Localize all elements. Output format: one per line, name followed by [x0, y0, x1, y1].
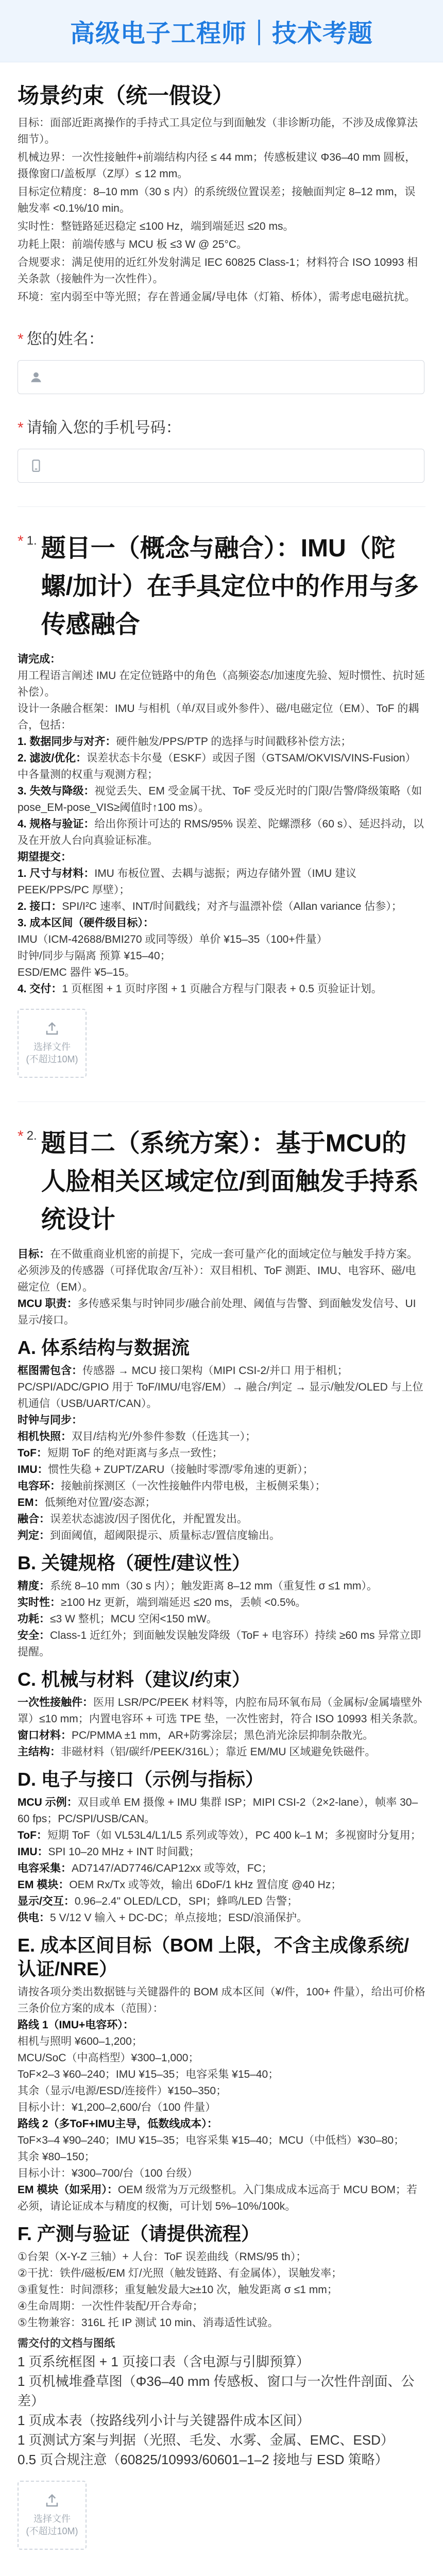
line-label: EM：	[18, 1497, 45, 1509]
intro-section	[18, 79, 425, 306]
question-2	[18, 1125, 425, 2550]
line-label: 判定：	[18, 1530, 50, 1541]
text-line	[18, 1478, 425, 1495]
text-line	[18, 651, 425, 668]
line-label: 功耗上限：	[18, 239, 72, 250]
text-line	[18, 1429, 425, 1445]
upload-icon	[44, 1021, 60, 1037]
line-text: SPI/I²C 速率、INT/时间戳线；对齐与温漂补偿（Allan variance 估参）；	[62, 901, 402, 912]
line-text: 惯性失稳 + ZUPT/ZARU（接触时零漂/零角速的更新）；	[48, 1464, 314, 1476]
upload-label: 选择文件	[33, 2514, 71, 2524]
line-label: 目标：	[18, 117, 50, 129]
text-line	[18, 184, 425, 217]
line-text: 目标小计：¥300–700/台（100 台级）	[18, 2167, 198, 2179]
question-body	[18, 1246, 425, 2469]
required-star: *	[18, 1128, 24, 1145]
text-line	[18, 2298, 425, 2315]
line-text: 时钟/同步与隔离 预算 ¥15–40；	[18, 950, 171, 962]
line-label: 环境：	[18, 291, 50, 303]
line-text: 8–10 mm（30 s 内）的系统级位置误差；接触面判定 8–12 mm，误触发率 <0.1%/10 min。	[18, 186, 416, 214]
line-text: 相机与照明 ¥600–1,200；	[18, 2036, 143, 2047]
text-line	[18, 1578, 425, 1595]
line-label: 期望提交：	[18, 851, 72, 863]
text-line	[18, 1844, 425, 1860]
line-label: 窗口材料：	[18, 1730, 72, 1741]
line-label: EM 模块：	[18, 1879, 70, 1891]
text-line	[18, 115, 425, 148]
text-line	[18, 849, 425, 866]
text-line	[18, 2165, 425, 2182]
phone-icon	[29, 459, 43, 472]
question-body	[18, 651, 425, 997]
line-text: 到面阈值，超阈限提示、质量标志/置信度输出。	[50, 1530, 280, 1541]
line-label: 请完成：	[18, 653, 61, 665]
line-label: EM 模块（如采用）：	[18, 2184, 118, 2196]
text-line	[18, 1595, 425, 1611]
line-label: 2. 滤波/优化：	[18, 752, 87, 764]
text-line	[18, 236, 425, 253]
line-text: 室内弱至中等光照；存在普通金属/导电体（灯箱、桥体），需考虑电磁抗扰。	[50, 291, 416, 303]
line-text: 低频绝对位置/姿态源；	[44, 1497, 156, 1509]
text-line	[18, 1727, 425, 1744]
line-label: 框图需包含：	[18, 1365, 82, 1377]
question-title: 题目二（系统方案）：基于MCU的人脸相关区域定位/到面触发手持系统设计	[41, 1130, 419, 1233]
line-label: 2. 接口：	[18, 901, 62, 912]
text-line	[18, 2116, 425, 2132]
section-heading: F. 产测与验证（请提供流程）	[18, 2223, 260, 2244]
text-line	[18, 915, 425, 931]
line-text: 短期 ToF（如 VL53L4/L1/L5 系列或等效），PC 400 k–1 M；多视窗时分复用；	[47, 1829, 421, 1841]
line-text: 其余（显示/电源/ESD/连接件）¥150–350；	[18, 2085, 227, 2097]
line-text: 前端传感与 MCU 板 ≤3 W @ 25°C。	[72, 239, 248, 250]
question-name	[18, 326, 425, 394]
text-line	[18, 1462, 425, 1478]
line-label: 供电：	[18, 1912, 50, 1924]
question-1	[18, 530, 425, 1078]
line-label: 融合：	[18, 1513, 50, 1525]
text-line	[18, 981, 425, 997]
line-text: 其余 ¥80–150；	[18, 2151, 95, 2163]
text-line	[18, 2282, 425, 2298]
line-label: 电容采集：	[18, 1862, 72, 1874]
line-label: 目标：	[18, 1248, 50, 1260]
line-text: ②干扰：铁件/磁板/EM 灯/光照（触发链路、有金属体），误触发率；	[18, 2267, 343, 2279]
upload-hint: (不超过10M)	[26, 2526, 78, 2536]
line-text: 在不做重商业机密的前提下，完成一套可量产化的面域定位与触发手持方案。	[50, 1248, 418, 1260]
deliverable-item: 1 页成本表（按路线列小计与关键器件成本区间）	[18, 2413, 310, 2428]
file-upload-button[interactable]	[18, 2481, 87, 2550]
text-line	[18, 2315, 425, 2331]
upload-label: 选择文件	[33, 1042, 71, 1052]
line-text: ③重复性：时间漂移；重复触发最大≥±10 次，触发距离 σ ≤1 mm；	[18, 2284, 338, 2296]
line-text: 误差状态卡尔曼（ESKF）或因子图（GTSAM/OKVIS/VINS-Fusion）中各量测的权重与观测方程；	[18, 752, 416, 781]
question-label: 您的姓名：	[26, 331, 104, 348]
text-line	[18, 701, 425, 734]
line-text: Class-1 近红外；到面触发误触发降级（ToF + 电容环）持续 ≥60 ms 异常立即提醒。	[18, 1630, 421, 1658]
text-line	[18, 289, 425, 306]
line-text: AD7147/AD7746/CAP12xx 或等效，FC；	[72, 1862, 272, 1874]
text-line	[18, 2132, 425, 2149]
text-line	[18, 1893, 425, 1910]
text-line	[18, 2149, 425, 2165]
line-text: 非磁材料（铝/碳纤/PEEK/316L）；靠近 EM/MU 区域避免铁磁件。	[61, 1746, 376, 1758]
line-text: OEM 级常为万元级整机。入门集成成本远高于 MCU BOM；若必须，请论证成本与精度的权衡，可计划 5%–10%/100k。	[18, 2184, 417, 2212]
line-label: 相机快照：	[18, 1431, 72, 1443]
line-label: 功耗：	[18, 1613, 50, 1625]
page-title: 高级电子工程师｜技术考题	[70, 20, 373, 47]
text-line	[18, 1246, 425, 1263]
line-label: 1. 尺寸与材料：	[18, 868, 95, 879]
section-heading: E. 成本区间目标（BOM 上限，不含主成像系统/认证/NRE）	[18, 1935, 410, 1979]
text-line	[18, 149, 425, 182]
deliverable-item: 1 页测试方案与判据（光照、毛发、水雾、金属、EMC、ESD）	[18, 2432, 394, 2448]
text-line	[18, 1611, 425, 1628]
line-label: 4. 交付：	[18, 983, 62, 995]
intro-title: 场景约束（统一假设）	[18, 83, 234, 108]
phone-input[interactable]	[18, 449, 424, 483]
text-line	[18, 816, 425, 849]
line-text: 短期 ToF 的绝对距离与多点一致性；	[47, 1447, 223, 1459]
line-text: ≤3 W 整机；MCU 空闲<150 mW。	[50, 1613, 217, 1625]
text-line	[18, 1363, 425, 1412]
text-line	[18, 2083, 425, 2099]
line-label: 4. 规格与验证：	[18, 818, 95, 830]
text-line	[18, 1412, 425, 1429]
line-label: 一次性接触件：	[18, 1697, 93, 1708]
line-text: 传感器 → MCU 接口架构（MIPI CSI-2/并口 用于相机；PC/SPI/ADC/GPIO 用于 ToF/IMU/电容/EM）→ 融合/判定 → 显示/触发/OLED 与上位机通信（USB/UART/CAN）。	[18, 1365, 423, 1410]
deliverable-item: 1 页系统框图 + 1 页接口表（含电源与引脚预算）	[18, 2354, 310, 2369]
question-title: 题目一（概念与融合）：IMU（陀螺/加计）在手具定位中的作用与多传感融合	[41, 535, 419, 638]
line-label: MCU 示例：	[18, 1797, 78, 1808]
line-label: 实时性：	[18, 1597, 61, 1608]
text-line	[18, 866, 425, 899]
line-label: 合规要求：	[18, 257, 72, 268]
section-heading: A. 体系结构与数据流	[18, 1337, 190, 1358]
text-line	[18, 2050, 425, 2066]
text-line	[18, 2017, 425, 2033]
line-text: 满足使用的近红外发射满足 IEC 60825 Class-1；材料符合 ISO 10993 相关条款（接触件为一次性件）。	[18, 257, 418, 285]
line-label: ToF：	[18, 1447, 47, 1459]
text-line	[18, 2182, 425, 2215]
text-line	[18, 1910, 425, 1926]
line-text: 系统 8–10 mm（30 s 内）；触发距离 8–12 mm（重复性 σ ≤1 mm）。	[50, 1580, 378, 1592]
line-text: 1 页框图 + 1 页时序图 + 1 页融合方程与门限表 + 0.5 页验证计划。	[62, 983, 382, 995]
line-label: 路线 2（多ToF+IMU主导，低数线成本）：	[18, 2118, 218, 2130]
line-text: ESD/EMC 器件 ¥5–15。	[18, 967, 135, 978]
upload-icon	[44, 2493, 60, 2509]
question-number: 1.	[26, 534, 37, 548]
text-line	[18, 1694, 425, 1727]
line-text: 目标小计：¥1,200–2,600/台（100 件量）	[18, 2102, 216, 2113]
required-star: *	[18, 419, 24, 436]
deliverable-item: 0.5 页合规注意（60825/10993/60601–1–2 接地与 ESD 策略）	[18, 2452, 388, 2467]
text-line	[18, 931, 425, 948]
line-text: PC/PMMA ±1 mm，AR+防雾涂层；黑色消光涂层抑制杂散光。	[72, 1730, 374, 1741]
line-text: 多传感采集与时钟同步/融合前处理、阈值与告警、到面触发发信号、UI 显示/接口。	[18, 1298, 416, 1326]
line-text: ToF×3–4 ¥90–240；IMU ¥15–35；电容采集 ¥15–40；MCU（中低档）¥30–80；	[18, 2134, 405, 2146]
line-text: ①台架（X-Y-Z 三轴）+ 人台：ToF 误差曲线（RMS/95 th）；	[18, 2251, 307, 2263]
text-line	[18, 1511, 425, 1528]
name-input[interactable]	[18, 360, 424, 394]
line-text: 面部近距离操作的手持式工具定位与到面触发（非诊断功能，不涉及成像算法细节）。	[18, 117, 418, 145]
line-label: 主结构：	[18, 1746, 61, 1758]
user-icon	[29, 370, 43, 384]
text-line	[18, 2066, 425, 2083]
section-heading: C. 机械与材料（建议/约束）	[18, 1669, 251, 1690]
line-text: 一次性接触件+前端结构内径 ≤ 44 mm；传感板建议 Φ36–40 mm 圆板，摄像窗口/盖板厚（Z厚）≤ 12 mm。	[18, 151, 416, 180]
line-text: 5 V/12 V 输入 + DC-DC；单点接地；ESD/浪涌保护。	[50, 1912, 308, 1924]
line-label: 目标定位精度：	[18, 186, 93, 198]
section-heading: D. 电子与接口（示例与指标）	[18, 1769, 264, 1790]
header	[0, 0, 443, 62]
text-line	[18, 255, 425, 287]
line-text: 给出你预计可达的 RMS/95% 误差、陀螺漂移（60 s）、延迟抖动，以及在开放人台向真验证标准。	[18, 818, 424, 846]
text-line	[18, 1860, 425, 1877]
line-text: 用工程语言阐述 IMU 在定位链路中的角色（高频姿态/加速度先验、短时惯性、抗时延补偿）。	[18, 670, 425, 698]
line-text: ToF×2–3 ¥60–240；IMU ¥15–35；电容采集 ¥15–40；	[18, 2069, 279, 2080]
text-line	[18, 668, 425, 701]
line-label: 显示/交互：	[18, 1895, 75, 1907]
line-text: IMU 布板位置、去耦与滤振；两边存储外置（IMU 建议 PEEK/PPS/PC 厚壁）；	[18, 868, 357, 896]
line-text: ⑤生物兼容：316L 托 IP 测试 10 min、消毒适性试验。	[18, 2317, 279, 2329]
line-text: SPI 10–20 MHz + INT 时间戳；	[48, 1846, 200, 1858]
question-phone	[18, 415, 425, 483]
line-label: 时钟与同步：	[18, 1414, 82, 1426]
required-star: *	[18, 331, 24, 348]
line-label: ToF：	[18, 1829, 47, 1841]
line-label: 路线 1（IMU+电容环）：	[18, 2019, 134, 2031]
line-text: 设计一条融合框架：IMU 与相机（单/双目或外参件）、磁/电磁定位（EM）、ToF 的耦合，包括：	[18, 703, 419, 731]
line-label: 3. 失效与降级：	[18, 785, 95, 797]
line-label: 1. 数据同步与对齐：	[18, 736, 116, 748]
text-line	[18, 948, 425, 964]
text-line	[18, 2099, 425, 2116]
line-label: MCU 职责：	[18, 1298, 78, 1310]
line-text: 误差状态滤波/因子图优化，并配置发出。	[50, 1513, 248, 1525]
line-label: 机械边界：	[18, 151, 72, 163]
line-label: 电容环：	[18, 1480, 61, 1492]
line-text: 医用 LSR/PC/PEEK 材料等，内腔布局环氧布局（金属标/金属墙壁外罩）≤10 mm；内置电容环 + 可选 TPE 垫，一次性密封，符合 ISO 10993 相关条款。	[18, 1697, 424, 1725]
line-label: 安全：	[18, 1630, 50, 1641]
text-line	[18, 1827, 425, 1844]
text-line	[18, 1495, 425, 1511]
divider	[18, 506, 425, 507]
line-text: 硬件触发/PPS/PTP 的选择与时间戳移补偿方法；	[116, 736, 352, 748]
text-line	[18, 899, 425, 915]
question-label: 请输入您的手机号码：	[26, 419, 181, 436]
section-heading: B. 关键规格（硬性/建议性）	[18, 1552, 251, 1573]
line-text: 必须涉及的传感器（可择优取舍/互补）：双目相机、ToF 测距、IMU、电容环、磁/电磁定位（EM）。	[18, 1265, 416, 1293]
upload-hint: (不超过10M)	[26, 1054, 78, 1064]
text-line	[18, 1628, 425, 1660]
text-line	[18, 2265, 425, 2282]
text-line	[18, 1445, 425, 1462]
line-label: IMU：	[18, 1846, 48, 1858]
text-line	[18, 734, 425, 750]
text-line	[18, 1528, 425, 1544]
file-upload-button[interactable]	[18, 1009, 87, 1078]
question-number: 2.	[26, 1129, 37, 1143]
text-line	[18, 1794, 425, 1827]
text-line	[18, 2249, 425, 2265]
text-line	[18, 783, 425, 816]
line-label: 精度：	[18, 1580, 50, 1592]
intro-paragraphs	[18, 115, 425, 306]
survey-content	[0, 62, 443, 2576]
deliverable-item: 1 页机械堆叠草图（Φ36–40 mm 传感板、窗口与一次性件剖面、公差）	[18, 2374, 415, 2409]
text-line	[18, 1296, 425, 1329]
text-line	[18, 2033, 425, 2050]
line-text: 0.96–2.4" OLED/LCD，SPI；蜂鸣/LED 告警；	[74, 1895, 298, 1907]
line-text: 整链路延迟稳定 ≤100 Hz，端到端延迟 ≤20 ms。	[61, 221, 294, 232]
line-text: 双目或单 EM 摄像 + IMU 集群 ISP；MIPI CSI-2（2×2-lane），帧率 30–60 fps；PC/SPI/USB/CAN。	[18, 1797, 418, 1825]
line-text: IMU（ICM-42688/BMI270 或同等级）单价 ¥15–35（100+件量）	[18, 934, 328, 945]
line-label: IMU：	[18, 1464, 48, 1476]
line-text: 接触前探测区（一次性接触件内带电极，主板侧采集）；	[61, 1480, 326, 1492]
line-text: MCU/SoC（中高档型）¥300–1,000；	[18, 2052, 199, 2064]
text-line	[18, 1263, 425, 1296]
divider	[18, 1101, 425, 1102]
line-text: 双目/结构光/外参件参数（任选其一）；	[72, 1431, 257, 1443]
line-text: 视觉丢失、EM 受金属干扰、ToF 受反光时的门限/告警/降级策略（如 pose_EM-pose_VIS≥阈值时↑100 ms）。	[18, 785, 422, 814]
text-line	[18, 218, 425, 235]
text-line	[18, 750, 425, 783]
line-text: 请按各项分类出数据链与关键器件的 BOM 成本区间（¥/件，100+ 件量），给出可价格三条价位方案的成本（范围）：	[18, 1986, 425, 2014]
line-label: 实时性：	[18, 221, 61, 232]
line-text: OEM Rx/Tx 或等效，输出 6DoF/1 kHz 置信度 @40 Hz；	[69, 1879, 342, 1891]
line-text: ≥100 Hz 更新，端到端延迟 ≤20 ms，丢帧 <0.5%。	[61, 1597, 306, 1608]
required-star: *	[18, 533, 24, 550]
text-line	[18, 1744, 425, 1760]
deliverables-title: 需交付的文档与图纸	[18, 2337, 115, 2349]
line-text: ④生命周期：一次性件装配/开合寿命；	[18, 2300, 203, 2312]
text-line	[18, 1877, 425, 1893]
text-line	[18, 964, 425, 981]
text-line	[18, 1984, 425, 2017]
line-label: 3. 成本区间（硬件级目标）：	[18, 917, 154, 929]
